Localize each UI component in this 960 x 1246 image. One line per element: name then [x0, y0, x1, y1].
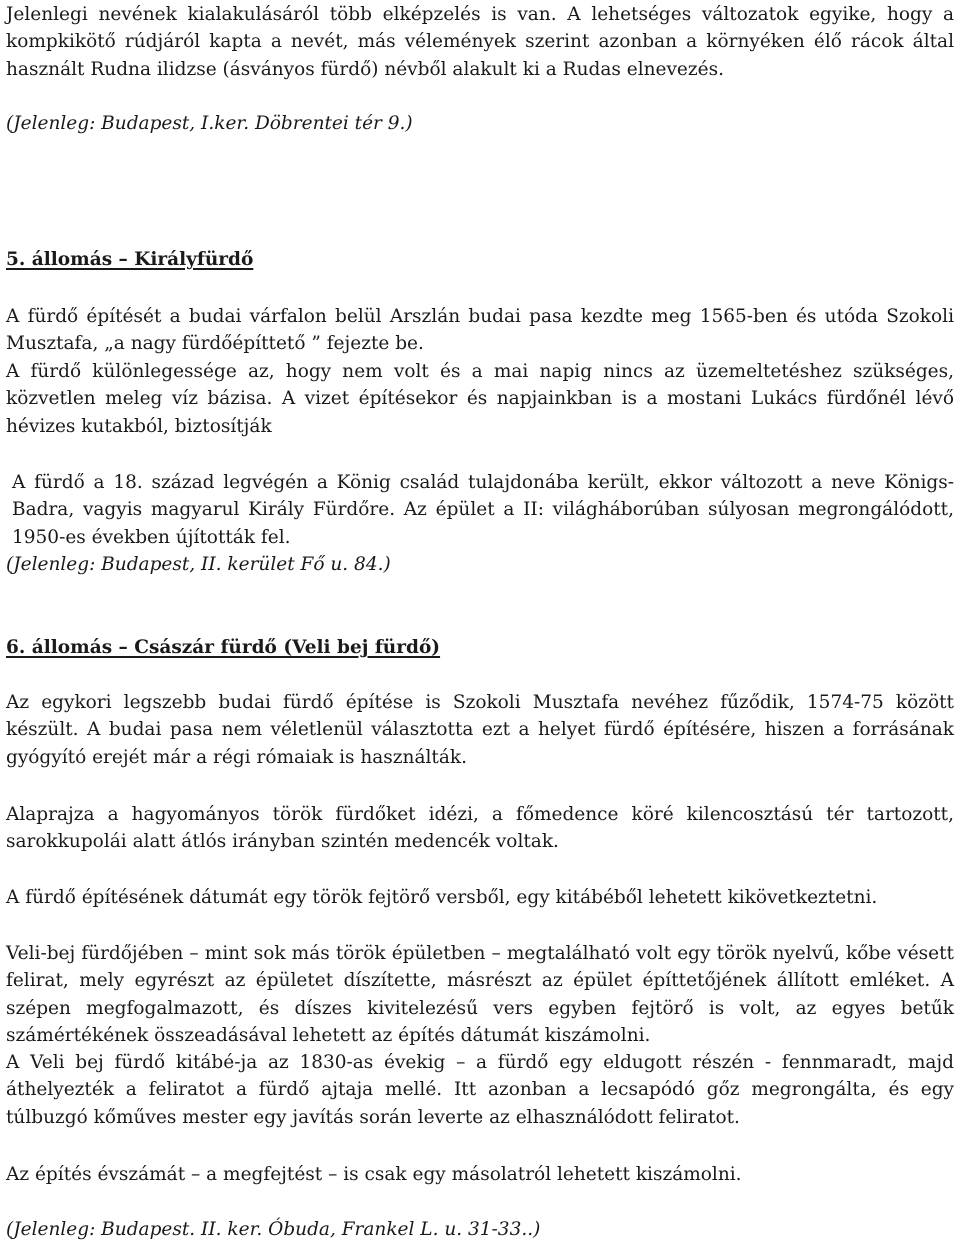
station-5-paragraph-1: A fürdő építését a budai várfalon belül Arszlán budai pasa kezdte meg 1565-ben és utóda Szokoli Musztafa, „a nagy fürdőépíttető ” fejezte be.: [6, 306, 954, 355]
location-kiraly: (Jelenleg: Budapest, II. kerület Fő u. 84.): [6, 554, 391, 575]
station-5-paragraph-3: A fürdő a 18. század legvégén a König család tulajdonába került, ekkor változott a neve Königs-Badra, vagyis magyarul Király Fürdőre. Az épület a II: világháborúban súlyosan megrongálódott, 1950-es években újították fel.: [12, 472, 954, 548]
station-5-heading: 5. állomás – Királyfürdő: [6, 249, 254, 270]
station-6-paragraph-3: A fürdő építésének dátumát egy török fejtörő versből, egy kitábéből lehetett kikövetkeztetni.: [6, 887, 878, 908]
station-6-paragraph-6: Az építés évszámát – a megfejtést – is csak egy másolatról lehetett kiszámolni.: [6, 1164, 742, 1185]
location-csaszar: (Jelenleg: Budapest. II. ker. Óbuda, Frankel L. u. 31-33..): [6, 1219, 541, 1240]
intro-paragraph: Jelenlegi nevének kialakulásáról több elképzelés is van. A lehetséges változatok egyike, hogy a kompkikötő rúdjáról kapta a nevét, más vélemények szerint azonban a környéken élő rácok által használt Rudna ilidzse (ásványos fürdő) névből alakult ki a Rudas elnevezés.: [6, 4, 954, 80]
station-6-paragraph-2: Alaprajza a hagyományos török fürdőket idézi, a főmedence köré kilencosztású tér tartozott, sarokkupolái alatt átlós irányban szintén medencék voltak.: [6, 804, 954, 853]
station-6-heading: 6. állomás – Császár fürdő (Veli bej fürdő): [6, 637, 441, 658]
station-5-paragraph-2: A fürdő különlegessége az, hogy nem volt és a mai napig nincs az üzemeltetéshez szükséges, közvetlen meleg víz bázisa. A vizet építésekor és napjainkban is a mostani Lukács fürdőnél lévő hévizes kutakból, biztosítják: [6, 361, 954, 437]
station-6-paragraph-4: Veli-bej fürdőjében – mint sok más török épületben – megtalálható volt egy török nyelvű, kőbe vésett felirat, mely egyrészt az épületet díszítette, másrészt az épület építtetőjének állított emléket. A szépen megfogalmazott, és díszes kivitelezésű vers egyben fejtörő is volt, az egyes betűk számértékének összeadásával lehetett az építés dátumát kiszámolni.: [6, 943, 954, 1047]
station-6-paragraph-1: Az egykori legszebb budai fürdő építése is Szokoli Musztafa nevéhez fűződik, 1574-75 között készült. A budai pasa nem véletlenül választotta ezt a helyet fürdő építésére, hiszen a forrásának gyógyító erejét már a régi rómaiak is használták.: [6, 692, 954, 768]
station-6-paragraph-5: A Veli bej fürdő kitábé-ja az 1830-as évekig – a fürdő egy eldugott részén - fennmaradt, majd áthelyezték a feliratot a fürdő ajtaja mellé. Itt azonban a lecsapódó gőz megrongálta, és egy túlbuzgó kőműves mester egy javítás során leverte az elhasználódott feliratot.: [6, 1052, 954, 1128]
location-rudas: (Jelenleg: Budapest, I.ker. Döbrentei tér 9.): [6, 113, 413, 134]
